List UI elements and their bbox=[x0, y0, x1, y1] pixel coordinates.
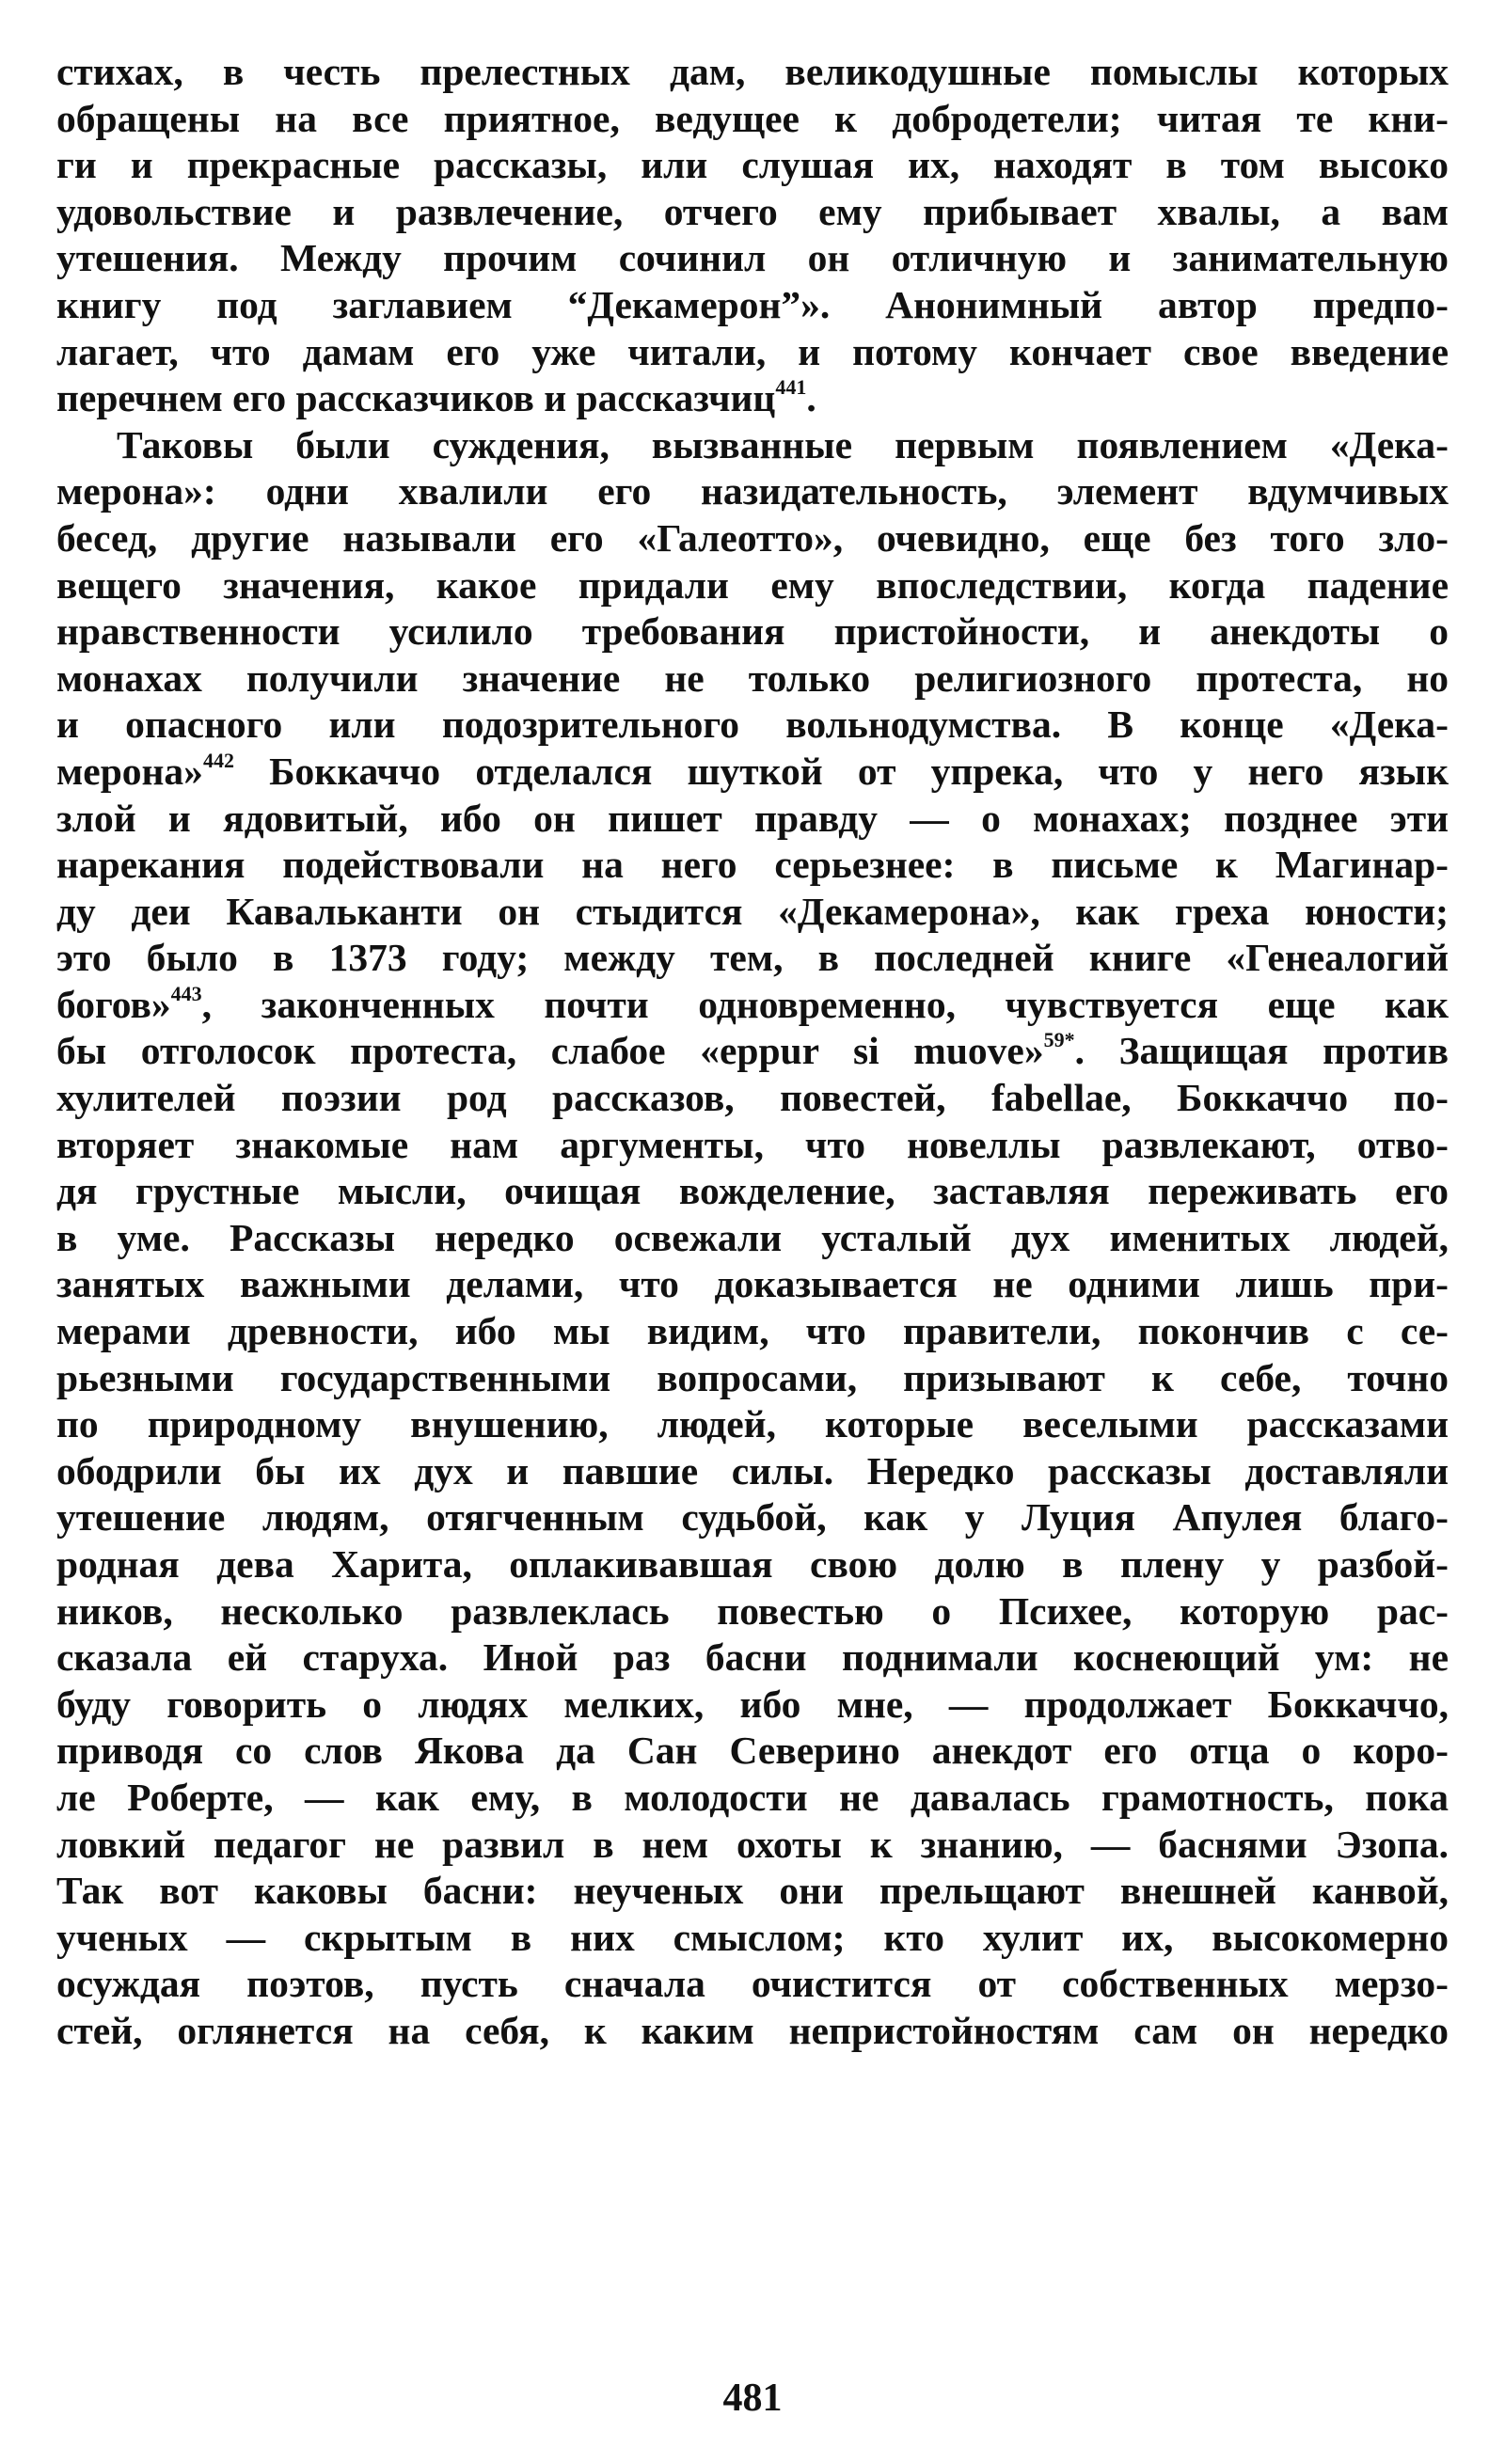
text-line: ду деи Кавальканти он стыдится «Декамерона», как греха юности; bbox=[56, 889, 1449, 933]
text-line: Так вот каковы басни: неученых они прельщают внешней канвой, bbox=[56, 1869, 1449, 1913]
text-line: книгу под заглавием “Декамерон”». Анонимный автор предпо- bbox=[56, 282, 1449, 326]
footnote-ref-442: 442 bbox=[202, 748, 234, 772]
text-line: сказала ей старуха. Иной раз басни поднимали коснеющий ум: не bbox=[56, 1635, 1449, 1680]
page-body bbox=[56, 49, 1449, 2055]
text-line: мерона»: одни хвалили его назидательность, элемент вдумчивых bbox=[56, 469, 1449, 513]
text-line: хулителей поэзии род рассказов, повестей, fabellae, Боккаччо по- bbox=[56, 1076, 1449, 1120]
text-line: это было в 1373 году; между тем, в последней книге «Генеалогий bbox=[56, 936, 1449, 980]
text-line: и опасного или подозрительного вольнодумства. В конце «Дека- bbox=[56, 703, 1449, 747]
text-line bbox=[56, 749, 1449, 796]
line-text: мерона» bbox=[56, 749, 203, 793]
text-line: рьезными государственными вопросами, призывают к себе, точно bbox=[56, 1355, 1449, 1399]
line-text: Боккаччо отделался шуткой от упрека, что у него язык bbox=[233, 749, 1449, 793]
text-line: осуждая поэтов, пусть сначала очистится от собственных мерзо- bbox=[56, 1962, 1449, 2006]
text-line: по природному внушению, людей, которые веселыми рассказами bbox=[56, 1402, 1449, 1446]
text-line: ле Роберте, — как ему, в молодости не давалась грамотность, пока bbox=[56, 1775, 1449, 1819]
text-line: ученых — скрытым в них смыслом; кто хулит их, высокомерно bbox=[56, 1915, 1449, 1959]
text-line: вторяет знакомые нам аргументы, что новеллы развлекают, отво- bbox=[56, 1122, 1449, 1166]
text-line bbox=[56, 1028, 1449, 1075]
footnote-ref-441: 441 bbox=[775, 375, 807, 400]
text-line: бесед, другие называли его «Галеотто», очевидно, еще без того зло- bbox=[56, 515, 1449, 560]
text-line: нравственности усилило требования пристойности, и анекдоты о bbox=[56, 609, 1449, 654]
text-line: стей, оглянется на себя, к каким непристойностям сам он нередко bbox=[56, 2008, 1449, 2052]
text-line: в уме. Рассказы нередко освежали усталый дух именитых людей, bbox=[56, 1215, 1449, 1259]
text-line: мерами древности, ибо мы видим, что правители, покончив с се- bbox=[56, 1309, 1449, 1353]
text-line: обращены на все приятное, ведущее к добродетели; читая те кни- bbox=[56, 96, 1449, 140]
text-line bbox=[56, 375, 1449, 422]
text-line: вещего значения, какое придали ему впоследствии, когда падение bbox=[56, 562, 1449, 607]
text-line: буду говорить о людях мелких, ибо мне, — продолжает Боккаччо, bbox=[56, 1682, 1449, 1726]
line-text: , законченных почти одновременно, чувствуется еще как bbox=[201, 982, 1449, 1026]
text-line: ловкий педагог не развил в нем охоты к знанию, — баснями Эзопа. bbox=[56, 1822, 1449, 1866]
text-line: ников, несколько развлеклась повестью о Психее, которую рас- bbox=[56, 1588, 1449, 1633]
text-line: ги и прекрасные рассказы, или слушая их, находят в том высоко bbox=[56, 143, 1449, 187]
text-line: родная дева Харита, оплакивавшая свою долю в плену у разбой- bbox=[56, 1542, 1449, 1586]
text-line: злой и ядовитый, ибо он пишет правду — о монахах; позднее эти bbox=[56, 796, 1449, 840]
footnote-ref-443: 443 bbox=[170, 981, 202, 1005]
text-line: монахах получили значение не только религиозного протеста, но bbox=[56, 655, 1449, 700]
text-line: ободрили бы их дух и павшие силы. Нередко рассказы доставляли bbox=[56, 1448, 1449, 1493]
line-text: богов» bbox=[56, 982, 171, 1026]
text-line: нарекания подействовали на него серьезнее: в письме к Магинар- bbox=[56, 843, 1449, 887]
footnote-ref-59: 59* bbox=[1043, 1028, 1075, 1052]
text-line: Таковы были суждения, вызванные первым появлением «Дека- bbox=[117, 422, 1449, 466]
line-text: . bbox=[806, 376, 816, 420]
text-line: стихах, в честь прелестных дам, великодушные помыслы которых bbox=[56, 50, 1449, 93]
text-line: удовольствие и развлечение, отчего ему прибывает хвалы, а вам bbox=[56, 189, 1449, 233]
text-line bbox=[56, 982, 1449, 1029]
line-text: перечнем его рассказчиков и рассказчиц bbox=[56, 376, 776, 420]
line-text: бы отголосок протеста, слабое «eppur si muove» bbox=[56, 1029, 1044, 1073]
text-line: занятых важными делами, что доказывается не одними лишь при- bbox=[56, 1262, 1449, 1306]
text-line: утешение людям, отягченным судьбой, как у Луция Апулея благо- bbox=[56, 1495, 1449, 1540]
text-line: утешения. Между прочим сочинил он отличную и занимательную bbox=[56, 236, 1449, 280]
text-line: дя грустные мысли, очищая вожделение, заставляя переживать его bbox=[56, 1169, 1449, 1213]
page-number: 481 bbox=[722, 2377, 783, 2420]
text-line: приводя со слов Якова да Сан Северино анекдот его отца о коро- bbox=[56, 1729, 1449, 1773]
text-line: лагает, что дамам его уже читали, и потому кончает свое введение bbox=[56, 329, 1449, 373]
line-text: . Защищая против bbox=[1074, 1029, 1449, 1073]
